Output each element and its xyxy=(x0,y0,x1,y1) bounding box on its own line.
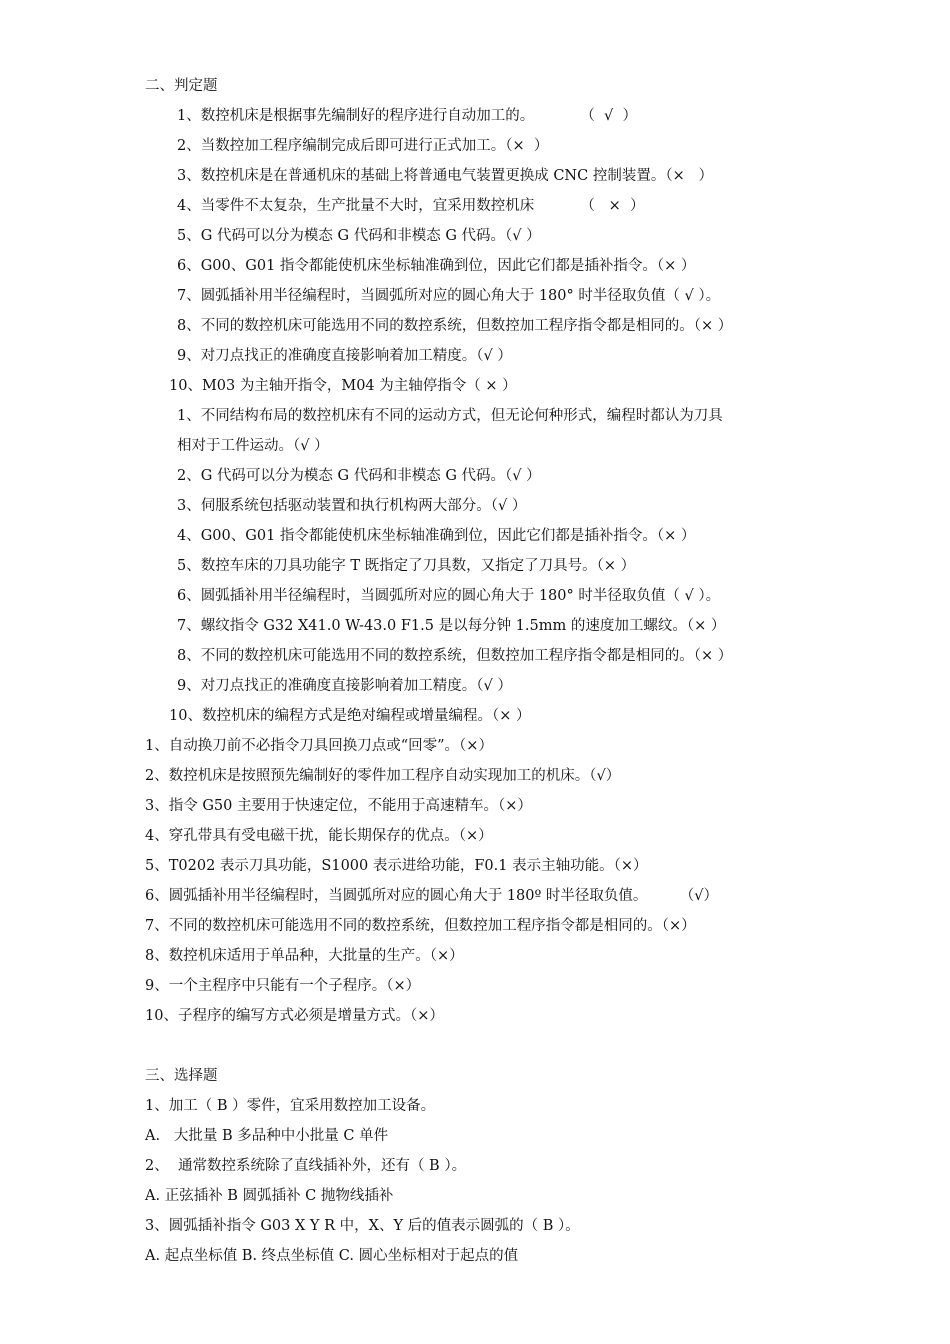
answer-options: A. 大批量 B 多品种中小批量 C 单件 xyxy=(145,1128,389,1144)
answer-options: A. 起点坐标值 B. 终点坐标值 C. 圆心坐标相对于起点的值 xyxy=(145,1248,519,1264)
list-item: 8、数控机床适用于单品种，大批量的生产。（×） xyxy=(145,948,464,964)
list-item: 7、螺纹指令 G32 X41.0 W-43.0 F1.5 是以每分钟 1.5mm 的速度加工螺纹。（× ） xyxy=(177,618,726,634)
list-item: 8、不同的数控机床可能选用不同的数控系统，但数控加工程序指令都是相同的。（× ） xyxy=(177,318,733,334)
list-item: 5、数控车床的刀具功能字 T 既指定了刀具数，又指定了刀具号。（× ） xyxy=(177,558,636,574)
list-item: 2、数控机床是按照预先编制好的零件加工程序自动实现加工的机床。（√） xyxy=(145,768,621,784)
list-item: 3、数控机床是在普通机床的基础上将普通电气装置更换成 CNC 控制装置。（× ） xyxy=(177,168,714,184)
list-item: 5、G 代码可以分为模态 G 代码和非模态 G 代码。（√ ） xyxy=(177,228,541,244)
list-item: 7、不同的数控机床可能选用不同的数控系统，但数控加工程序指令都是相同的。（×） xyxy=(145,918,696,934)
list-item: 7、圆弧插补用半径编程时，当圆弧所对应的圆心角大于 180° 时半径取负值（ √ ）。 xyxy=(177,288,721,304)
list-item: 10、M03 为主轴开指令，M04 为主轴停指令（ × ） xyxy=(169,378,517,394)
list-item-continuation: 相对于工件运动。（√ ） xyxy=(177,438,329,454)
section-heading-choice: 三、选择题 xyxy=(145,1068,218,1084)
list-item: 3、指令 G50 主要用于快速定位，不能用于高速精车。（×） xyxy=(145,798,532,814)
list-item: 3、伺服系统包括驱动装置和执行机构两大部分。（√ ） xyxy=(177,498,527,514)
list-item: 4、穿孔带具有受电磁干扰，能长期保存的优点。（×） xyxy=(145,828,493,844)
list-item: 10、子程序的编写方式必须是增量方式。（×） xyxy=(145,1008,444,1024)
list-item: 6、圆弧插补用半径编程时，当圆弧所对应的圆心角大于 180° 时半径取负值（ √ ）。 xyxy=(177,588,721,604)
question: 3、圆弧插补指令 G03 X Y R 中，X、Y 后的值表示圆弧的（ B ）。 xyxy=(145,1218,580,1234)
answer-options: A. 正弦插补 B 圆弧插补 C 抛物线插补 xyxy=(145,1188,394,1204)
section-heading-judgment: 二、判定题 xyxy=(145,78,218,94)
list-item: 4、当零件不太复杂，生产批量不大时，宜采用数控机床 （ × ） xyxy=(177,198,645,214)
list-item: 9、一个主程序中只能有一个子程序。（×） xyxy=(145,978,421,994)
list-item: 1、数控机床是根据事先编制好的程序进行自动加工的。 （ √ ） xyxy=(177,108,637,124)
list-item: 1、不同结构布局的数控机床有不同的运动方式，但无论何种形式，编程时都认为刀具 xyxy=(177,408,723,424)
list-item: 1、自动换刀前不必指令刀具回换刀点或“回零”。（×） xyxy=(145,738,493,754)
list-item: 4、G00、G01 指令都能使机床坐标轴准确到位，因此它们都是插补指令。（× ） xyxy=(177,528,696,544)
list-item: 2、当数控加工程序编制完成后即可进行正式加工。（× ） xyxy=(177,138,549,154)
list-item: 6、G00、G01 指令都能使机床坐标轴准确到位，因此它们都是插补指令。（× ） xyxy=(177,258,696,274)
list-item: 5、T0202 表示刀具功能，S1000 表示进给功能，F0.1 表示主轴功能。（×） xyxy=(145,858,648,874)
question: 2、 通常数控系统除了直线插补外，还有（ B ）。 xyxy=(145,1158,467,1174)
list-item: 2、G 代码可以分为模态 G 代码和非模态 G 代码。（√ ） xyxy=(177,468,541,484)
list-item: 9、对刀点找正的准确度直接影响着加工精度。（√ ） xyxy=(177,678,512,694)
list-item: 9、对刀点找正的准确度直接影响着加工精度。（√ ） xyxy=(177,348,512,364)
list-item: 8、不同的数控机床可能选用不同的数控系统，但数控加工程序指令都是相同的。（× ） xyxy=(177,648,733,664)
question: 1、加工（ B ）零件，宜采用数控加工设备。 xyxy=(145,1098,436,1114)
list-item: 10、数控机床的编程方式是绝对编程或增量编程。（× ） xyxy=(169,708,531,724)
list-item: 6、圆弧插补用半径编程时，当圆弧所对应的圆心角大于 180º 时半径取负值。 （√） xyxy=(145,888,718,904)
